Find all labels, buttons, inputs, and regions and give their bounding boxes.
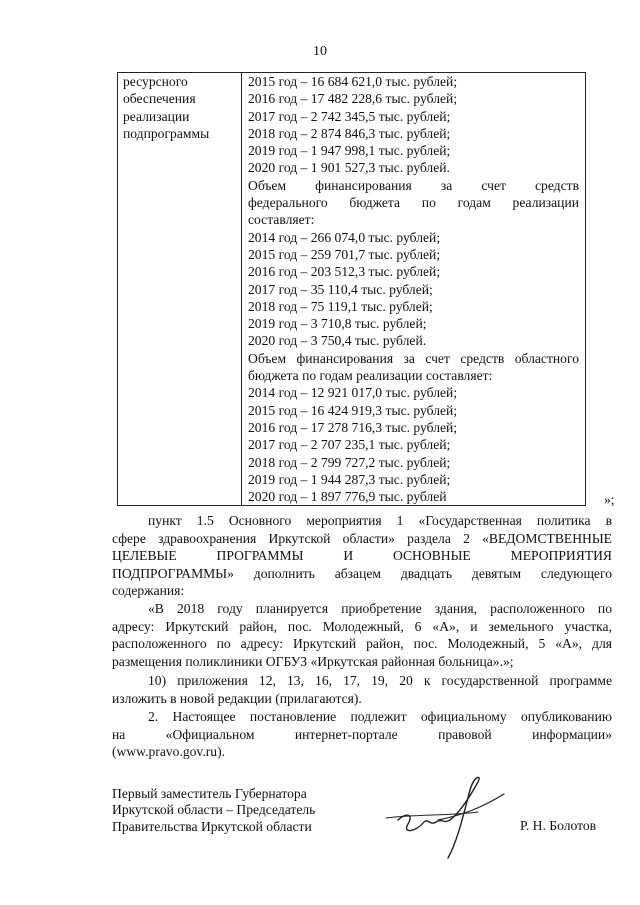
table-value-line: 2020 год – 3 750,4 тыс. рублей.: [248, 333, 427, 349]
table-value-line: 2015 год – 16 424 919,3 тыс. рублей;: [248, 402, 458, 418]
table-value-line: 2020 год – 1 897 776,9 тыс. рублей: [248, 489, 447, 505]
table-value-line: 2017 год – 2 707 235,1 тыс. рублей;: [248, 437, 451, 453]
signatory-title-line: Правительства Иркутской области: [112, 818, 312, 834]
table-value-line: 2016 год – 17 482 228,6 тыс. рублей;: [248, 91, 458, 107]
paragraph-quote: [112, 600, 612, 670]
table-value-line: 2018 год – 2 874 846,3 тыс. рублей;: [248, 125, 451, 141]
table-value-line: Объем финансирования за счет средств областного: [248, 350, 579, 366]
signatory-title: [112, 786, 315, 835]
text-line: на «Официальном интернет-портале правовой информации»: [112, 726, 612, 742]
table-value-line: федерального бюджета по годам реализации: [248, 195, 579, 211]
text-line: сфере здравоохранения Иркутской области» раздела 2 «ВЕДОМСТВЕННЫЕ: [112, 530, 612, 546]
table-value-line: Объем финансирования за счет средств: [248, 177, 579, 193]
table-value-line: 2015 год – 259 701,7 тыс. рублей;: [248, 246, 441, 262]
table-value-line: составляет:: [248, 212, 315, 228]
page-number: 10: [313, 44, 327, 59]
paragraph-publication: [112, 708, 612, 761]
label-line: реализации: [123, 108, 190, 124]
table-value-line: 2019 год – 1 944 287,3 тыс. рублей;: [248, 471, 451, 487]
text-line: ПОДПРОГРАММЫ» дополнить абзацем двадцать девятым следующего: [112, 565, 612, 581]
table-value-line: 2016 год – 17 278 716,3 тыс. рублей;: [248, 419, 458, 435]
text-line: расположенного по адресу: Иркутский район, пос. Молодежный, 5 «А», для: [112, 636, 612, 652]
table-value-line: 2018 год – 75 119,1 тыс. рублей;: [248, 298, 433, 314]
signatory-name: Р. Н. Болотов: [520, 818, 597, 833]
label-line: подпрограммы: [123, 125, 210, 141]
table-value-cell: [242, 73, 586, 506]
financing-table: [117, 72, 586, 506]
table-value-line: 2016 год – 203 512,3 тыс. рублей;: [248, 264, 441, 280]
label-line: ресурсного: [123, 74, 188, 89]
text-line: пункт 1.5 Основного мероприятия 1 «Государственная политика в: [148, 513, 612, 528]
table-label-cell: [118, 73, 242, 506]
table-value-line: 2014 год – 266 074,0 тыс. рублей;: [248, 229, 441, 245]
table-value-line: 2017 год – 35 110,4 тыс. рублей;: [248, 281, 433, 297]
text-line: (www.pravo.gov.ru).: [112, 744, 225, 760]
text-line: 2. Настоящее постановление подлежит официальному опубликованию: [148, 709, 612, 724]
signatory-title-line: Иркутской области – Председатель: [112, 802, 316, 818]
table-value-line: бюджета по годам реализации составляет:: [248, 368, 493, 384]
paragraph-amendment-1-5: [112, 512, 612, 600]
signatory-title-line: Первый заместитель Губернатора: [112, 786, 307, 801]
table-value-line: 2020 год – 1 901 527,3 тыс. рублей.: [248, 160, 450, 176]
table-value-line: 2019 год – 1 947 998,1 тыс. рублей;: [248, 143, 451, 159]
text-line: ЦЕЛЕВЫЕ ПРОГРАММЫ И ОСНОВНЫЕ МЕРОПРИЯТИЯ: [112, 548, 612, 564]
text-line: изложить в новой редакции (прилагаются).: [112, 690, 362, 706]
text-line: адресу: Иркутский район, пос. Молодежный, 6 «А», и земельного участка,: [112, 618, 612, 634]
text-line: содержания:: [112, 583, 185, 599]
text-line: 10) приложения 12, 13, 16, 17, 19, 20 к государственной программе: [148, 673, 612, 688]
label-line: обеспечения: [123, 91, 196, 107]
handwritten-signature: [378, 760, 518, 870]
table-value-line: 2019 год – 3 710,8 тыс. рублей;: [248, 316, 427, 332]
closing-quote-mark: »;: [604, 492, 615, 507]
text-line: «В 2018 году планируется приобретение здания, расположенного по: [148, 601, 612, 616]
table-value-line: 2014 год – 12 921 017,0 тыс. рублей;: [248, 385, 458, 401]
table-value-line: 2017 год – 2 742 345,5 тыс. рублей;: [248, 108, 451, 124]
text-line: размещения поликлиники ОГБУЗ «Иркутская районная больница».»;: [112, 653, 514, 669]
table-value-line: 2018 год – 2 799 727,2 тыс. рублей;: [248, 454, 451, 470]
paragraph-item-10: [112, 672, 612, 707]
table-value-line: 2015 год – 16 684 621,0 тыс. рублей;: [248, 74, 458, 89]
